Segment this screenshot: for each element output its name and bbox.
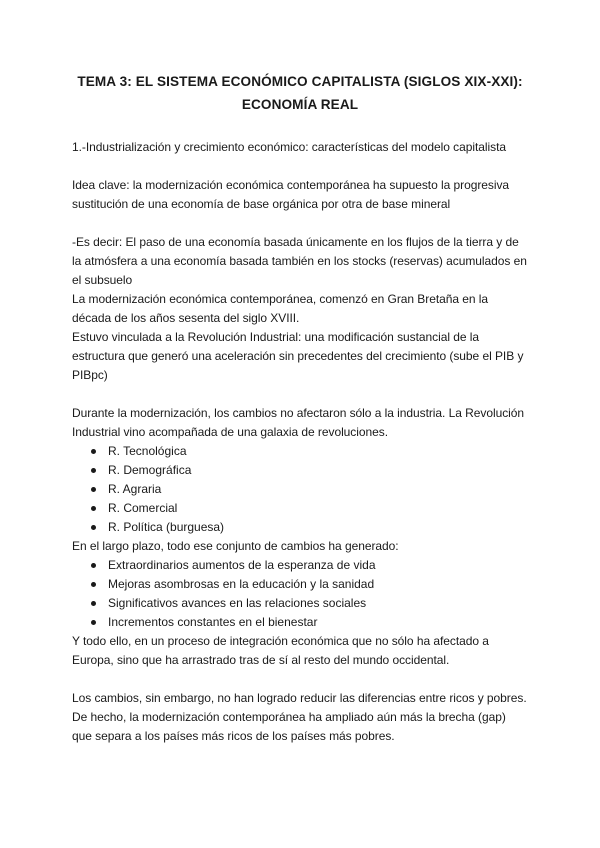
diferencias-paragraph: Los cambios, sin embargo, no han logrado reducir las diferencias entre ricos y pobres. <box>72 691 527 705</box>
paragraph-es-decir: -Es decir: El paso de una economía basada únicamente en los flujos de la tierra y de la atmósfera a una economía basada también en los stocks (reservas) acumulados en el subsuelo <box>72 235 527 287</box>
list-item: Incrementos constantes en el bienestar <box>72 613 528 632</box>
revoluciones-intro: Durante la modernización, los cambios no afectaron sólo a la industria. La Revolución Industrial vino acompañada de una galaxia de revoluciones. <box>72 406 525 439</box>
list-item: R. Comercial <box>72 499 528 518</box>
brecha-paragraph: De hecho, la modernización contemporánea ha ampliado aún más la brecha (gap) que separa a los países más ricos de los países más pobres. <box>72 710 506 743</box>
page-title-line-1: TEMA 3: EL SISTEMA ECONÓMICO CAPITALISTA (SIGLOS XIX-XXI): <box>77 74 523 89</box>
cambios-list <box>72 556 528 632</box>
list-item: Mejoras asombrosas en la educación y la sanidad <box>72 575 528 594</box>
list-item: R. Política (burguesa) <box>72 518 528 537</box>
list-item: R. Tecnológica <box>72 442 528 461</box>
section-heading: 1.-Industrialización y crecimiento económico: características del modelo capitalista <box>72 140 506 154</box>
paragraph-modernizacion: La modernización económica contemporánea, comenzó en Gran Bretaña en la década de los años sesenta del siglo XVIII. <box>72 292 489 325</box>
list-item: Significativos avances en las relaciones sociales <box>72 594 528 613</box>
integracion-paragraph: Y todo ello, en un proceso de integración económica que no sólo ha afectado a Europa, sino que ha arrastrado tras de sí al resto del mundo occidental. <box>72 634 489 667</box>
idea-clave-paragraph: Idea clave: la modernización económica contemporánea ha supuesto la progresiva sustitución de una economía de base orgánica por otra de base mineral <box>72 178 510 211</box>
page-title <box>72 70 528 116</box>
cambios-intro: En el largo plazo, todo ese conjunto de cambios ha generado: <box>72 539 399 553</box>
revoluciones-list <box>72 442 528 537</box>
page-title-line-2: ECONOMÍA REAL <box>241 97 359 112</box>
list-item: R. Agraria <box>72 480 528 499</box>
list-item: Extraordinarios aumentos de la esperanza de vida <box>72 556 528 575</box>
paragraph-revolucion-industrial: Estuvo vinculada a la Revolución Industrial: una modificación sustancial de la estructura que generó una aceleración sin precedentes del crecimiento (sube el PIB y PIBpc) <box>72 330 524 382</box>
list-item: R. Demográfica <box>72 461 528 480</box>
